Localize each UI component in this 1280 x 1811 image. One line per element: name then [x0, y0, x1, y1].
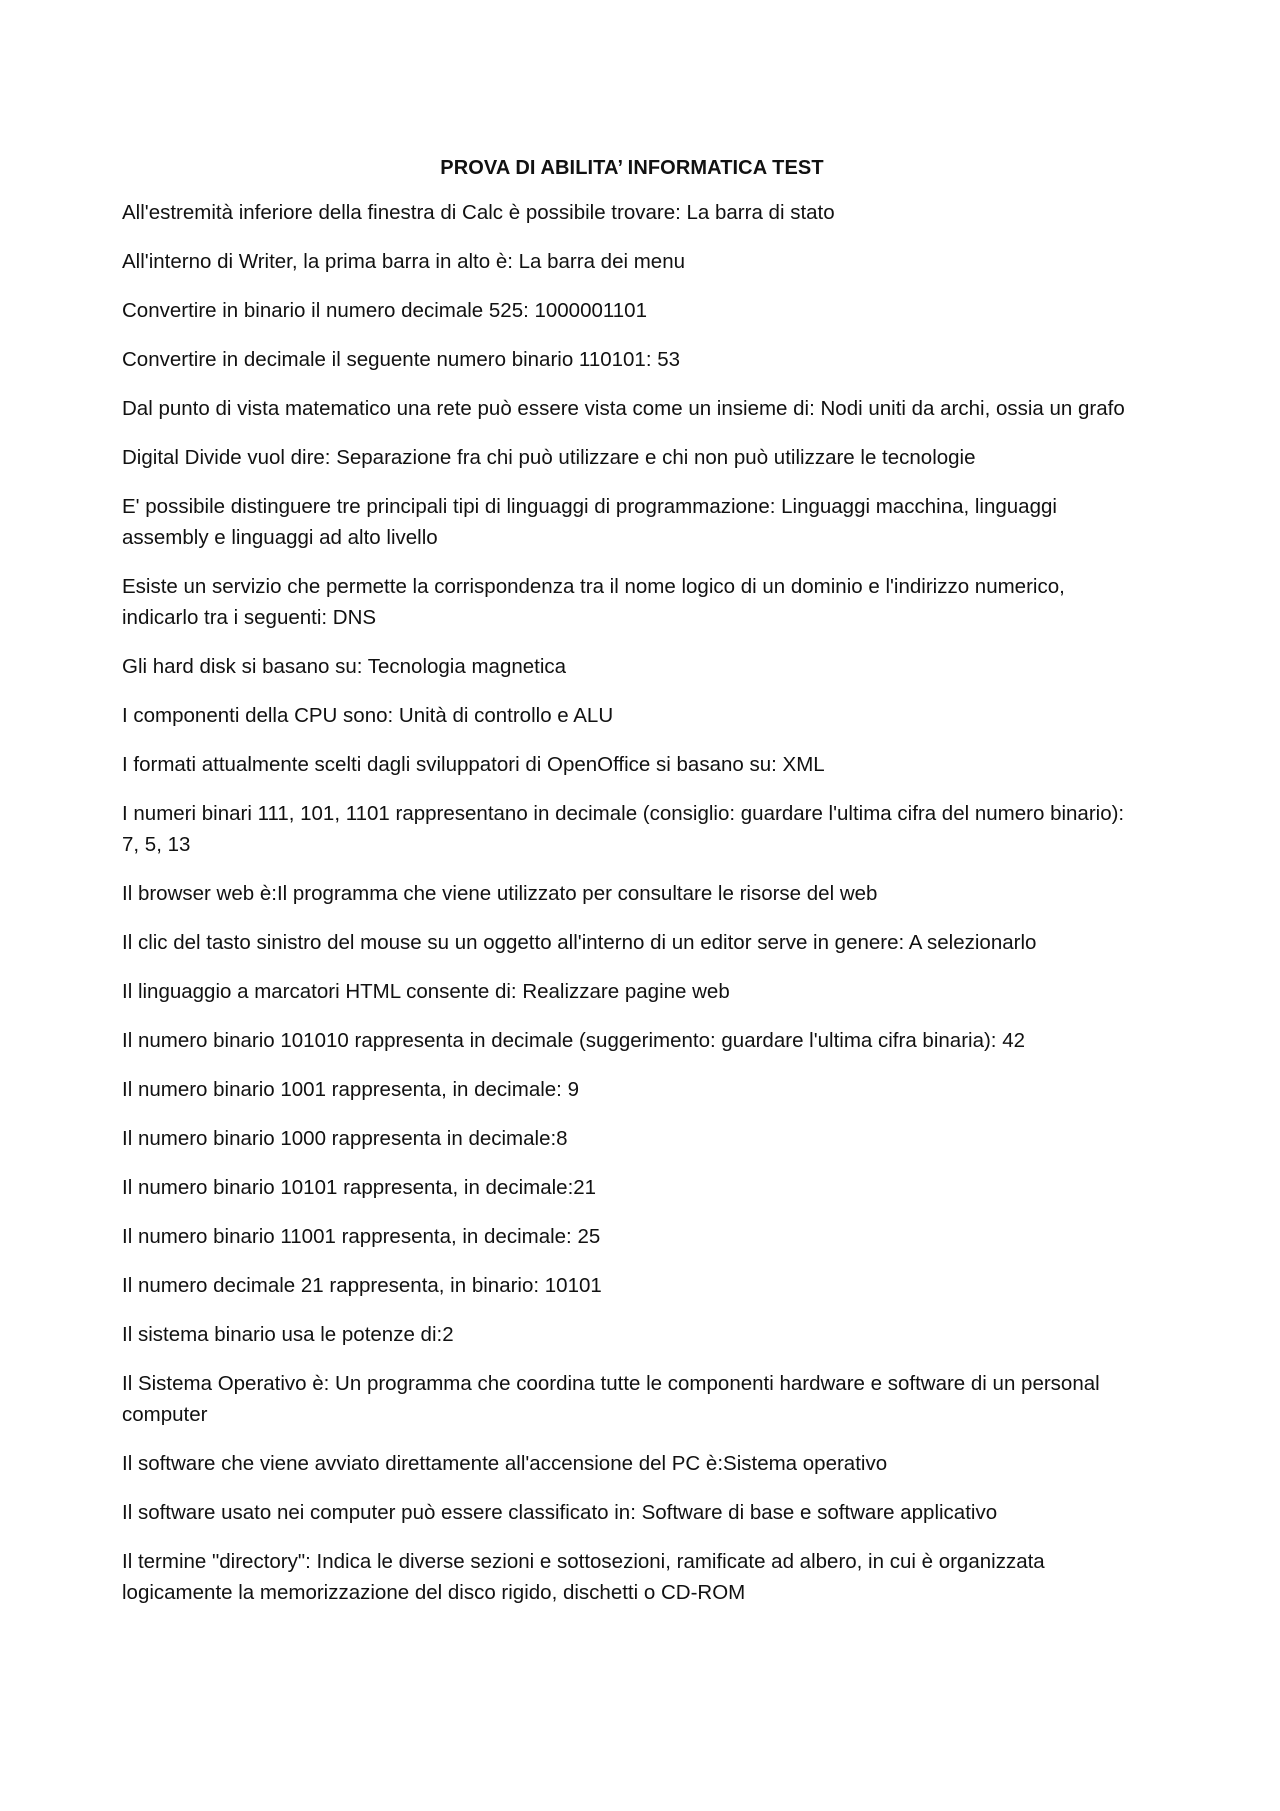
qa-item: Dal punto di vista matematico una rete può essere vista come un insieme di: Nodi uniti da archi, ossia un grafo: [122, 397, 1125, 420]
qa-item: Il clic del tasto sinistro del mouse su un oggetto all'interno di un editor serve in genere: A selezionarlo: [122, 931, 1037, 954]
qa-item: Il numero binario 1001 rappresenta, in decimale: 9: [122, 1078, 579, 1101]
qa-item: I numeri binari 111, 101, 1101 rappresentano in decimale (consiglio: guardare l'ultima cifra del numero binario): 7, 5, 13: [122, 802, 1125, 856]
qa-item: All'estremità inferiore della finestra di Calc è possibile trovare: La barra di stato: [122, 201, 835, 224]
document-body: [122, 155, 1142, 1626]
qa-item: Il numero binario 1000 rappresenta in decimale:8: [122, 1127, 568, 1150]
qa-item: Il browser web è:Il programma che viene utilizzato per consultare le risorse del web: [122, 882, 878, 905]
qa-item: Il termine "directory": Indica le diverse sezioni e sottosezioni, ramificate ad albero, in cui è organizzata logicamente la memorizzazione del disco rigido, dischetti o CD-ROM: [122, 1550, 1045, 1604]
qa-item: Convertire in decimale il seguente numero binario 110101: 53: [122, 348, 681, 371]
qa-item: Gli hard disk si basano su: Tecnologia magnetica: [122, 655, 567, 678]
qa-item: I componenti della CPU sono: Unità di controllo e ALU: [122, 704, 614, 727]
qa-item: Il Sistema Operativo è: Un programma che coordina tutte le componenti hardware e software di un personal computer: [122, 1372, 1100, 1426]
document-title: PROVA DI ABILITA’ INFORMATICA TEST: [440, 157, 824, 179]
qa-item: All'interno di Writer, la prima barra in alto è: La barra dei menu: [122, 250, 685, 273]
qa-item: Il numero binario 101010 rappresenta in decimale (suggerimento: guardare l'ultima cifra binaria): 42: [122, 1029, 1025, 1052]
qa-item: Digital Divide vuol dire: Separazione fra chi può utilizzare e chi non può utilizzare le tecnologie: [122, 446, 976, 469]
qa-item: Esiste un servizio che permette la corrispondenza tra il nome logico di un dominio e l'indirizzo numerico, indicarlo tra i seguenti: DNS: [122, 575, 1065, 629]
qa-item: I formati attualmente scelti dagli sviluppatori di OpenOffice si basano su: XML: [122, 753, 825, 776]
qa-item: Il numero decimale 21 rappresenta, in binario: 10101: [122, 1274, 602, 1297]
qa-item: Il linguaggio a marcatori HTML consente di: Realizzare pagine web: [122, 980, 730, 1003]
qa-item: Il software usato nei computer può essere classificato in: Software di base e software applicativo: [122, 1501, 998, 1524]
qa-item: Il numero binario 11001 rappresenta, in decimale: 25: [122, 1225, 601, 1248]
qa-item: E' possibile distinguere tre principali tipi di linguaggi di programmazione: Linguaggi macchina, linguaggi assembly e linguaggi ad alto livello: [122, 495, 1057, 549]
qa-item: Convertire in binario il numero decimale 525: 1000001101: [122, 299, 647, 322]
question-answer-list: [122, 197, 1142, 1608]
qa-item: Il sistema binario usa le potenze di:2: [122, 1323, 454, 1346]
qa-item: Il numero binario 10101 rappresenta, in decimale:21: [122, 1176, 597, 1199]
qa-item: Il software che viene avviato direttamente all'accensione del PC è:Sistema operativo: [122, 1452, 888, 1475]
